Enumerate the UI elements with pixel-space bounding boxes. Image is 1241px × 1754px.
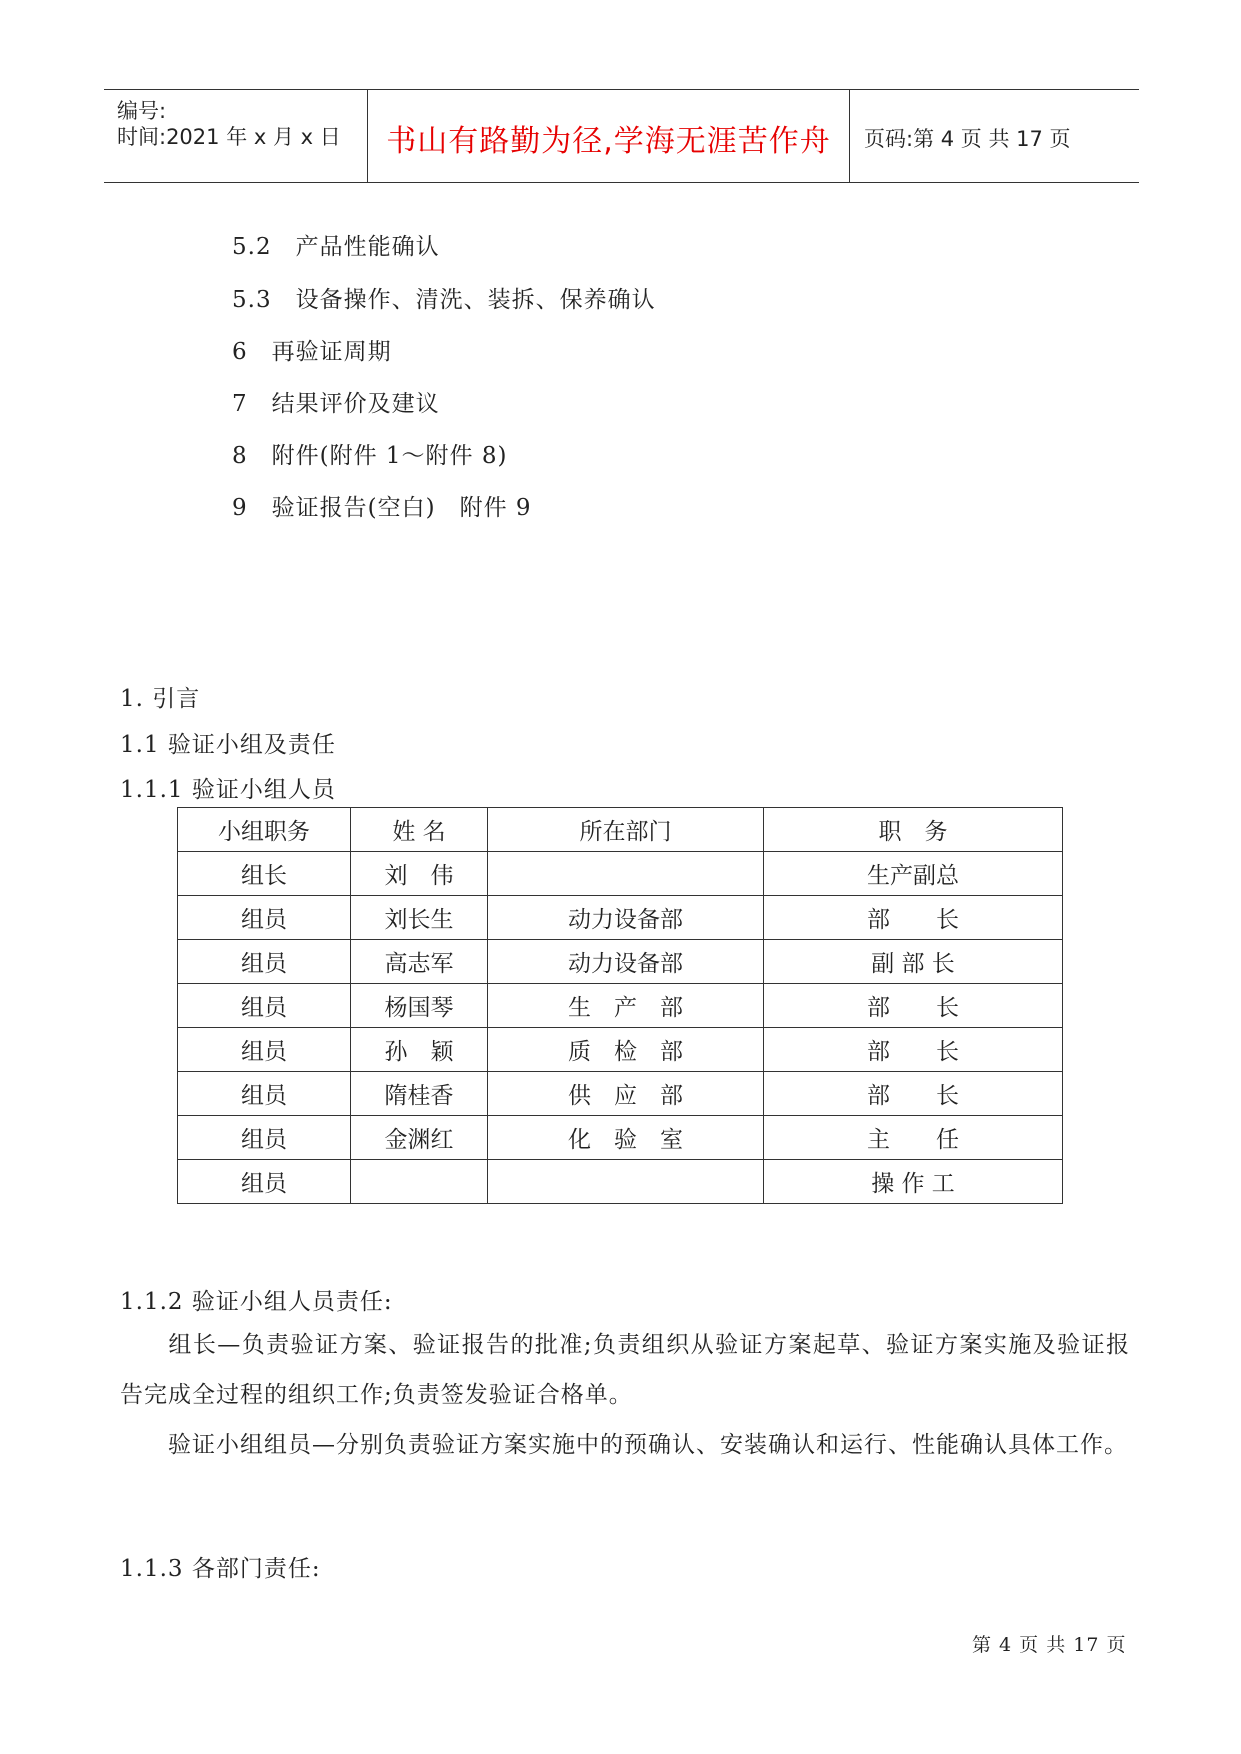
table-cell: 组员 [178, 1160, 351, 1204]
table-cell [488, 1160, 764, 1204]
section-heading-1-1-3: 1.1.3 各部门责任: [120, 1556, 321, 1582]
table-cell: 杨国琴 [351, 984, 488, 1028]
table-header-row [178, 808, 1063, 852]
table-cell: 组员 [178, 1072, 351, 1116]
table-cell: 金渊红 [351, 1116, 488, 1160]
header-page-cell [850, 90, 1139, 182]
table-cell: 部 长 [764, 1072, 1063, 1116]
header-motto: 书山有路勤为径,学海无涯苦作舟 [386, 124, 831, 159]
table-cell: 组员 [178, 984, 351, 1028]
table-row [178, 984, 1063, 1028]
table-row [178, 852, 1063, 896]
toc-item: 5.3 设备操作、清洗、装拆、保养确认 [232, 287, 656, 313]
toc-item: 9 验证报告(空白) 附件 9 [232, 495, 532, 521]
paragraph-leader [120, 1320, 1130, 1420]
page-header [104, 89, 1139, 183]
number-label: 编号: [117, 99, 167, 123]
table-header-cell: 姓 名 [351, 808, 488, 852]
time-label: 时间:2021 年 x 月 x 日 [117, 125, 341, 149]
table-cell: 主 任 [764, 1116, 1063, 1160]
table-row [178, 940, 1063, 984]
table-cell: 隋桂香 [351, 1072, 488, 1116]
toc-item: 7 结果评价及建议 [232, 391, 440, 417]
table-cell [488, 852, 764, 896]
table-row [178, 1028, 1063, 1072]
section-heading-1-1: 1.1 验证小组及责任 [120, 732, 336, 758]
section-heading-1-1-2: 1.1.2 验证小组人员责任: [120, 1289, 393, 1315]
table-row [178, 1116, 1063, 1160]
table-cell: 动力设备部 [488, 896, 764, 940]
page-footer: 第 4 页 共 17 页 [972, 1634, 1127, 1656]
table-header-cell: 小组职务 [178, 808, 351, 852]
toc-item: 6 再验证周期 [232, 339, 392, 365]
table-cell: 组长 [178, 852, 351, 896]
header-meta-cell [104, 90, 368, 182]
table-cell: 生 产 部 [488, 984, 764, 1028]
table-cell: 孙 颖 [351, 1028, 488, 1072]
table-cell [351, 1160, 488, 1204]
table-header-cell: 所在部门 [488, 808, 764, 852]
table-cell: 组员 [178, 1116, 351, 1160]
table-cell: 部 长 [764, 896, 1063, 940]
table-cell: 化 验 室 [488, 1116, 764, 1160]
table-cell: 刘长生 [351, 896, 488, 940]
table-cell: 部 长 [764, 984, 1063, 1028]
section-heading-1-1-1: 1.1.1 验证小组人员 [120, 777, 336, 803]
table-header-cell: 职 务 [764, 808, 1063, 852]
table-cell: 操 作 工 [764, 1160, 1063, 1204]
section-heading-1: 1. 引言 [120, 686, 201, 712]
paragraph-members-text: 验证小组组员—分别负责验证方案实施中的预确认、安装确认和运行、性能确认具体工作。 [168, 1432, 1128, 1458]
table-cell: 组员 [178, 896, 351, 940]
toc-item: 8 附件(附件 1～附件 8) [232, 443, 508, 469]
table-cell: 质 检 部 [488, 1028, 764, 1072]
table-cell: 部 长 [764, 1028, 1063, 1072]
table-cell: 高志军 [351, 940, 488, 984]
paragraph-members [120, 1420, 1130, 1470]
header-motto-cell [368, 90, 850, 182]
table-row [178, 896, 1063, 940]
table-cell: 组员 [178, 940, 351, 984]
table-cell: 动力设备部 [488, 940, 764, 984]
table-cell: 生产副总 [764, 852, 1063, 896]
paragraph-leader-text: 组长—负责验证方案、验证报告的批准;负责组织从验证方案起草、验证方案实施及验证报告完成全过程的组织工作;负责签发验证合格单。 [120, 1332, 1130, 1408]
toc-item: 5.2 产品性能确认 [232, 234, 440, 260]
table-row [178, 1072, 1063, 1116]
table-cell: 供 应 部 [488, 1072, 764, 1116]
table-cell: 副 部 长 [764, 940, 1063, 984]
header-page-label: 页码:第 4 页 共 17 页 [864, 127, 1071, 151]
table-row [178, 1160, 1063, 1204]
members-table [177, 807, 1063, 1204]
table-cell: 组员 [178, 1028, 351, 1072]
table-cell: 刘 伟 [351, 852, 488, 896]
